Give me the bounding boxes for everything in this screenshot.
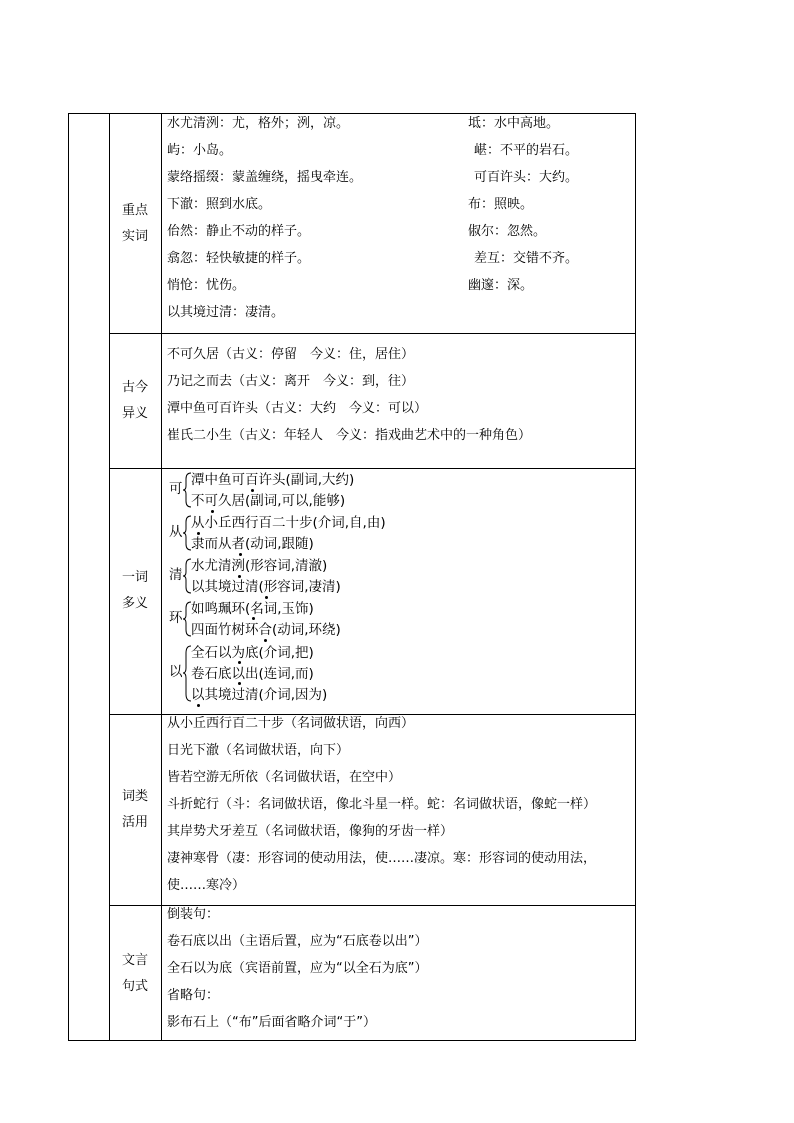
category-label-line-1: 文言 — [121, 952, 148, 968]
key-words-content — [167, 114, 631, 333]
key-word-line: 水尤清洌：尤，格外；洌，凉。 — [167, 116, 350, 131]
ancient-modern-line: 乃记之而去（古义：离开 今义：到，往） — [167, 374, 415, 389]
category-label-line-1: 一词 — [121, 570, 148, 585]
emphasis-dot — [211, 510, 214, 513]
category-label-line-1: 古今 — [121, 379, 148, 395]
sentence-pattern-line: 影布石上（“布”后面省略介词“于”） — [167, 1015, 376, 1030]
polysemy-entry: 以其境过清(形容词,凄清) — [191, 579, 341, 595]
part-of-speech-line: 从小丘西行百二十步（名词做状语，向西） — [167, 716, 415, 731]
polysemy-head: 以 — [169, 664, 183, 680]
polysemy-entry: 全石以为底(介词,把) — [191, 645, 314, 661]
column-divider-2 — [161, 114, 162, 1040]
key-word-right: 可百许头：大约。 — [474, 170, 579, 185]
polysemy-entry: 潭中鱼可百许头(副词,大约) — [191, 472, 355, 488]
key-word-line: 蒙络摇缀：蒙盖缠绕，摇曳牵连。 — [167, 170, 363, 185]
polysemy-entry: 卷石底以出(连词,而) — [191, 666, 314, 682]
key-word-line: 以其境过清：凄清。 — [167, 305, 285, 320]
key-word-right: 坻：水中高地。 — [468, 116, 560, 131]
emphasis-dot — [238, 575, 241, 578]
key-word-right: 俶尔：忽然。 — [468, 224, 547, 239]
sentence-pattern-line: 卷石底以出（主语后置，应为“石底卷以出”） — [167, 934, 428, 949]
category-polysemy — [109, 468, 161, 714]
polysemy-head: 清 — [169, 567, 183, 583]
notes-table — [68, 113, 636, 1041]
category-label-line-2: 异义 — [121, 405, 148, 421]
polysemy-entry: 四面竹树环合(动词,环绕) — [191, 622, 341, 638]
part-of-speech-line: 其岸势犬牙差互（名词做状语，像狗的牙齿一样） — [167, 824, 454, 839]
sentence-pattern-line: 倒装句： — [167, 907, 220, 922]
key-word-line: 下澈：照到水底。 — [167, 197, 272, 212]
part-of-speech-line: 日光下澈（名词做状语，向下） — [167, 743, 350, 758]
category-part-of-speech — [109, 714, 161, 905]
key-word-line: 翕忽：轻快敏捷的样子。 — [167, 251, 311, 266]
ancient-modern-line: 崔氏二小生（古义：年轻人 今义：指戏曲艺术中的一种角色） — [167, 428, 532, 443]
key-word-line: 悄怆：忧伤。 — [167, 278, 246, 293]
emphasis-dot — [252, 617, 255, 620]
emphasis-dot — [197, 532, 200, 535]
category-label-line-2: 实词 — [121, 228, 148, 244]
part-of-speech-content — [167, 714, 631, 905]
key-word-right: 幽邃：深。 — [468, 278, 534, 293]
emphasis-dot — [238, 682, 241, 685]
polysemy-entry: 从小丘西行百二十步(介词,自,由) — [191, 515, 386, 531]
emphasis-dot — [238, 661, 241, 664]
key-word-line: 屿：小岛。 — [167, 143, 233, 158]
polysemy-head: 环 — [169, 610, 183, 626]
key-word-right: 布：照映。 — [468, 197, 534, 212]
category-label-line-2: 活用 — [121, 814, 148, 830]
category-label-line-2: 句式 — [121, 978, 148, 994]
polysemy-entry: 以其境过清(介词,因为) — [191, 687, 328, 703]
emphasis-dot — [239, 553, 242, 556]
sentence-patterns-content — [167, 905, 631, 1042]
polysemy-head: 可 — [169, 481, 183, 497]
category-label-line-1: 词类 — [121, 788, 148, 804]
polysemy-entry: 如鸣珮环(名词,玉饰) — [191, 601, 314, 617]
sentence-pattern-line: 省略句： — [167, 988, 220, 1003]
category-ancient-modern — [109, 333, 161, 468]
polysemy-entry: 隶而从者(动词,跟随) — [191, 536, 314, 552]
sentence-pattern-line: 全石以为底（宾语前置，应为“以全石为底”） — [167, 961, 428, 976]
key-word-right: 差互：交错不齐。 — [474, 251, 579, 266]
emphasis-dot — [251, 489, 254, 492]
ancient-modern-line: 潭中鱼可百许头（古义：大约 今义：可以） — [167, 401, 428, 416]
category-sentence-patterns — [109, 905, 161, 1042]
polysemy-content — [165, 468, 631, 714]
ancient-modern-content — [167, 333, 631, 468]
key-word-line: 佁然：静止不动的样子。 — [167, 224, 311, 239]
category-label-line-1: 重点 — [121, 202, 148, 218]
polysemy-head: 从 — [169, 524, 183, 540]
emphasis-dot — [197, 704, 200, 707]
part-of-speech-line: 使……寒冷） — [167, 878, 246, 893]
part-of-speech-line: 斗折蛇行（斗：名词做状语，像北斗星一样。蛇：名词做状语，像蛇一样） — [167, 797, 597, 812]
emphasis-dot — [264, 639, 267, 642]
ancient-modern-line: 不可久居（古义：停留 今义：住，居住） — [167, 347, 415, 362]
category-key-words — [109, 114, 161, 333]
polysemy-entry: 水尤清洌(形容词,清澈) — [191, 558, 328, 574]
category-label-line-2: 多义 — [121, 596, 148, 611]
part-of-speech-line: 皆若空游无所依（名词做状语，在空中） — [167, 770, 402, 785]
polysemy-entry: 不可久居(副词,可以,能够) — [191, 493, 346, 509]
part-of-speech-line: 凄神寒骨（凄：形容词的使动用法，使……凄凉。寒：形容词的使动用法， — [167, 851, 597, 866]
key-word-right: 嵁：不平的岩石。 — [474, 143, 579, 158]
emphasis-dot — [265, 596, 268, 599]
